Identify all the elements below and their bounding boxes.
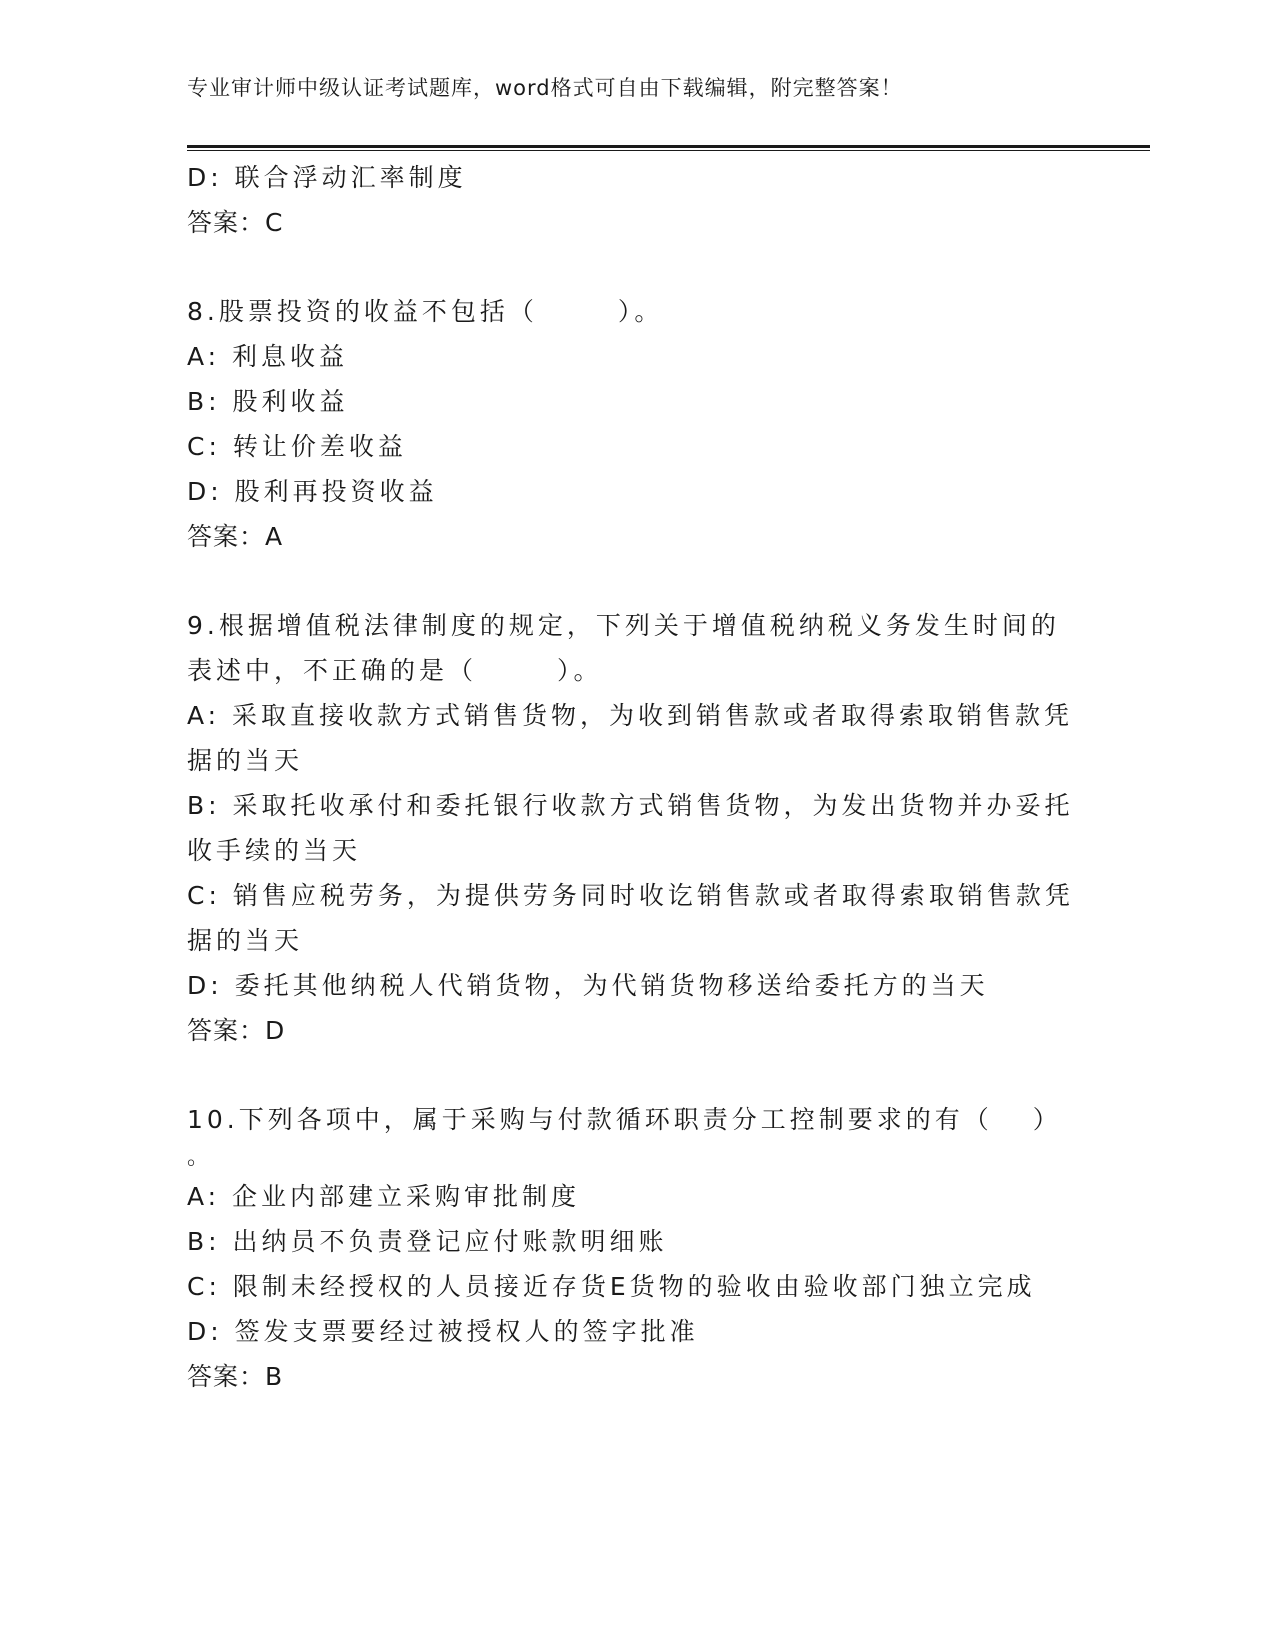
q10-option-b: B: 出纳员不负责登记应付账款明细账	[187, 1227, 668, 1256]
answer-label: 答案：	[187, 1016, 266, 1045]
q8-option-c: C: 转让价差收益	[187, 432, 407, 461]
spacer	[187, 559, 1067, 603]
q9-option-b-line2: 收手续的当天	[187, 836, 362, 865]
q9-stem-line2	[187, 648, 1067, 693]
header-rule-thick	[187, 145, 1150, 148]
spacer	[187, 1053, 1067, 1097]
answer-label: 答案：	[187, 1362, 266, 1391]
q8-stem-end: ）。	[617, 297, 664, 326]
q10-option-c: C: 限制未经授权的人员接近存货E货物的验收由验收部门独立完成	[187, 1272, 1036, 1301]
q8-option-d: D: 股利再投资收益	[187, 477, 438, 506]
answer-value: B	[265, 1362, 284, 1391]
q9-option-b-line1: B: 采取托收承付和委托银行收款方式销售货物，为发出货物并办妥托	[187, 791, 1074, 820]
q10-stem-line2: 。	[187, 1145, 214, 1170]
q10-answer	[187, 1354, 1067, 1399]
q10-stem-text: 10.下列各项中，属于采购与付款循环职责分工控制要求的有（	[187, 1105, 993, 1134]
question-content	[187, 155, 1074, 1399]
q8-stem-text: 8.股票投资的收益不包括（	[187, 297, 538, 326]
q10-stem-end: ）	[1032, 1105, 1062, 1134]
q10-option-a: A: 企业内部建立采购审批制度	[187, 1182, 581, 1211]
answer-value: A	[265, 522, 284, 551]
answer-value: D	[265, 1016, 286, 1045]
q10-option-d: D: 签发支票要经过被授权人的签字批准	[187, 1317, 699, 1346]
q9-stem-text: 表述中，不正确的是（	[187, 656, 478, 685]
q9-option-c-line2: 据的当天	[187, 926, 304, 955]
q9-stem-end: ）。	[557, 656, 603, 685]
q9-option-a-line1: A: 采取直接收款方式销售货物，为收到销售款或者取得索取销售款凭	[187, 701, 1074, 730]
answer-label: 答案：	[187, 208, 266, 237]
q9-stem-line1: 9.根据增值税法律制度的规定，下列关于增值税纳税义务发生时间的	[187, 611, 1060, 640]
answer-value: C	[265, 208, 284, 237]
q9-option-a-line2: 据的当天	[187, 746, 304, 775]
q9-option-d: D: 委托其他纳税人代销货物，为代销货物移送给委托方的当天	[187, 971, 989, 1000]
q9-option-c-line1: C: 销售应税劳务，为提供劳务同时收讫销售款或者取得索取销售款凭	[187, 881, 1074, 910]
q8-option-b: B: 股利收益	[187, 387, 349, 416]
q9-answer	[187, 1008, 1067, 1053]
q7-option-d: D: 联合浮动汇率制度	[187, 163, 467, 192]
q8-option-a: A: 利息收益	[187, 342, 349, 371]
q7-answer	[187, 200, 1067, 245]
page-header: 专业审计师中级认证考试题库，word格式可自由下载编辑，附完整答案！	[187, 76, 903, 100]
q8-stem	[187, 289, 1067, 334]
header-rule-thin	[187, 150, 1150, 151]
q10-stem	[187, 1097, 1067, 1142]
q8-answer	[187, 514, 1067, 559]
spacer	[187, 245, 1067, 289]
answer-label: 答案：	[187, 522, 266, 551]
